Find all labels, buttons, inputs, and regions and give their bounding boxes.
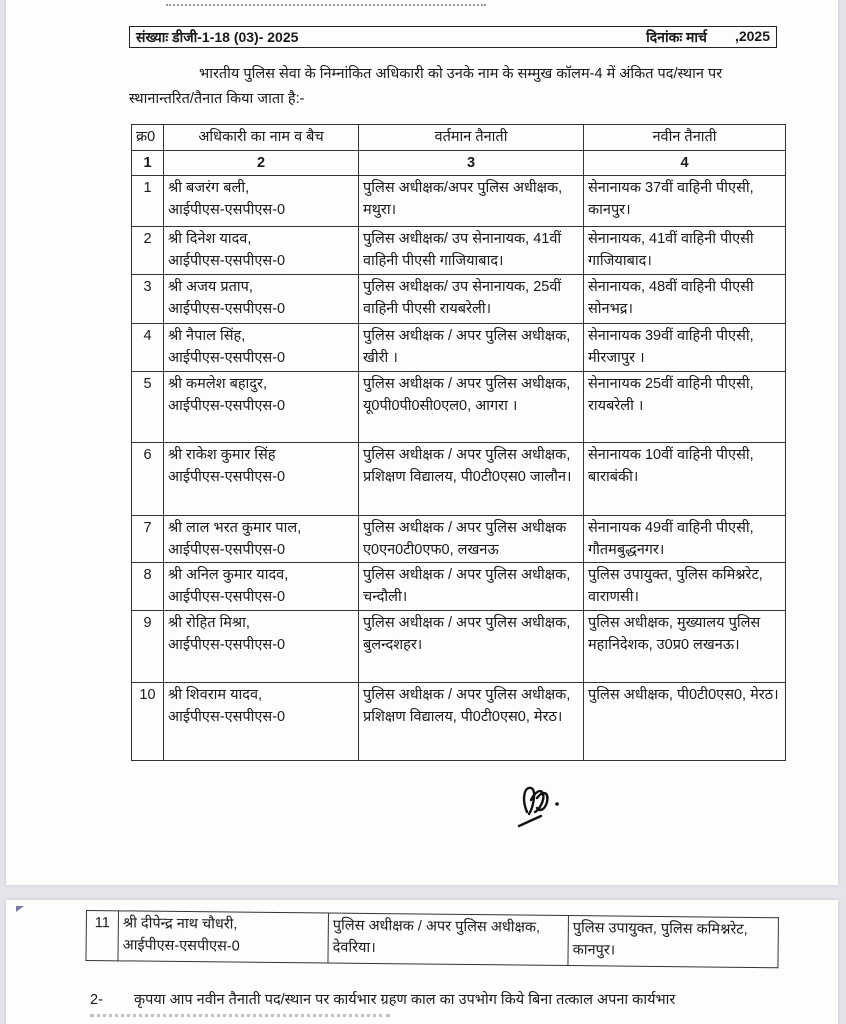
officer-batch: आईपीएस-एसपीएस-0 bbox=[168, 542, 286, 558]
serial-number: 3 bbox=[132, 275, 164, 324]
table-row bbox=[132, 227, 786, 275]
officer-cell bbox=[164, 227, 359, 275]
document-page-1 bbox=[6, 0, 838, 885]
current-posting: पुलिस अधीक्षक / अपर पुलिस अधीक्षक, देवरिया। bbox=[328, 913, 569, 966]
corner-mark bbox=[16, 906, 24, 912]
table-row bbox=[132, 324, 786, 372]
officer-cell bbox=[164, 443, 359, 516]
column-number: 4 bbox=[584, 151, 786, 176]
transfer-table-continued bbox=[85, 910, 778, 968]
officer-cell bbox=[164, 611, 359, 683]
serial-number: 7 bbox=[132, 516, 164, 563]
new-posting: पुलिस उपायुक्त, पुलिस कमिश्नरेट, कानपुर। bbox=[568, 916, 779, 968]
truncated-header-line bbox=[166, 0, 486, 6]
column-number: 1 bbox=[132, 151, 164, 176]
table-row bbox=[132, 516, 786, 563]
paragraph-number: 2- bbox=[90, 992, 103, 1008]
new-posting: सेनानायक 39वीं वाहिनी पीएसी, मीरजापुर । bbox=[584, 324, 786, 372]
table-row bbox=[132, 176, 786, 227]
table-row bbox=[132, 275, 786, 324]
officer-batch: आईपीएस-एसपीएस-0 bbox=[168, 301, 286, 317]
date-field bbox=[646, 28, 770, 47]
current-posting: पुलिस अधीक्षक / अपर पुलिस अधीक्षक, यू0पी0पी0सी0एल0, आगरा । bbox=[359, 372, 584, 443]
officer-batch: आईपीएस-एसपीएस-0 bbox=[168, 350, 286, 366]
table-row bbox=[132, 372, 786, 443]
current-posting: पुलिस अधीक्षक/अपर पुलिस अधीक्षक, मथुरा। bbox=[359, 176, 584, 227]
officer-name: श्री शिवराम यादव, bbox=[168, 687, 263, 703]
officer-batch: आईपीएस-एसपीएस-0 bbox=[168, 202, 286, 218]
new-posting: सेनानायक 25वीं वाहिनी पीएसी, रायबरेली । bbox=[584, 372, 786, 443]
serial-number: 9 bbox=[132, 611, 164, 683]
date-label: दिनांकः मार्च bbox=[646, 28, 707, 45]
reference-box bbox=[129, 26, 777, 48]
officer-name: श्री राकेश कुमार सिंह bbox=[168, 447, 276, 463]
document-page-2 bbox=[6, 900, 838, 1024]
transfer-table bbox=[131, 124, 786, 761]
current-posting: पुलिस अधीक्षक / अपर पुलिस अधीक्षक, प्रशिक्षण विद्यालय, पी0टी0एस0, मेरठ। bbox=[359, 683, 584, 761]
officer-cell bbox=[118, 911, 329, 963]
column-number-row bbox=[132, 151, 786, 176]
header-officer-name: अधिकारी का नाम व बैच bbox=[164, 125, 359, 151]
new-posting: पुलिस अधीक्षक, मुख्यालय पुलिस महानिदेशक, उ0प्र0 लखनऊ। bbox=[584, 611, 786, 683]
table-header-row bbox=[132, 125, 786, 151]
serial-number: 4 bbox=[132, 324, 164, 372]
paragraph-2 bbox=[90, 988, 810, 1012]
current-posting: पुलिस अधीक्षक / अपर पुलिस अधीक्षक, प्रशिक्षण विद्यालय, पी0टी0एस0 जालौन। bbox=[359, 443, 584, 516]
new-posting: सेनानायक 49वीं वाहिनी पीएसी, गौतमबुद्धनगर। bbox=[584, 516, 786, 563]
officer-cell bbox=[164, 563, 359, 611]
officer-name: श्री दिनेश यादव, bbox=[168, 231, 252, 247]
table-row bbox=[132, 683, 786, 761]
signature-icon bbox=[511, 778, 571, 834]
current-posting: पुलिस अधीक्षक/ उप सेनानायक, 41वीं वाहिनी पीएसी गाजियाबाद। bbox=[359, 227, 584, 275]
date-year: ,2025 bbox=[734, 27, 770, 44]
serial-number: 5 bbox=[132, 372, 164, 443]
table-row bbox=[132, 563, 786, 611]
header-serial: क्र0 bbox=[132, 125, 164, 151]
intro-text: भारतीय पुलिस सेवा के निम्नांकित अधिकारी को उनके नाम के सम्मुख कॉलम-4 में अंकित पद/स्थान पर स्थानान्तरित/तैनात किया जाता है:- bbox=[129, 66, 723, 107]
officer-batch: आईपीएस-एसपीएस-0 bbox=[168, 253, 286, 269]
new-posting: सेनानायक 37वीं वाहिनी पीएसी, कानपुर। bbox=[584, 176, 786, 227]
table-row bbox=[86, 911, 778, 968]
truncated-next-line bbox=[90, 1014, 390, 1023]
current-posting: पुलिस अधीक्षक / अपर पुलिस अधीक्षक ए0एन0टी0एफ0, लखनऊ bbox=[359, 516, 584, 563]
officer-batch: आईपीएस-एसपीएस-0 bbox=[168, 469, 286, 485]
officer-cell bbox=[164, 683, 359, 761]
officer-name: श्री बजरंग बली, bbox=[168, 180, 250, 196]
new-posting: पुलिस अधीक्षक, पी0टी0एस0, मेरठ। bbox=[584, 683, 786, 761]
officer-name: श्री नैपाल सिंह, bbox=[168, 328, 246, 344]
new-posting: पुलिस उपायुक्त, पुलिस कमिश्नरेट, वाराणसी। bbox=[584, 563, 786, 611]
officer-name: श्री कमलेश बहादुर, bbox=[168, 376, 267, 392]
header-current-posting: वर्तमान तैनाती bbox=[359, 125, 584, 151]
current-posting: पुलिस अधीक्षक/ उप सेनानायक, 25वीं वाहिनी पीएसी रायबरेली। bbox=[359, 275, 584, 324]
serial-number: 10 bbox=[132, 683, 164, 761]
header-new-posting: नवीन तैनाती bbox=[584, 125, 786, 151]
serial-number: 6 bbox=[132, 443, 164, 516]
officer-batch: आईपीएस-एसपीएस-0 bbox=[168, 709, 286, 725]
new-posting: सेनानायक 10वीं वाहिनी पीएसी, बाराबंकी। bbox=[584, 443, 786, 516]
officer-name: श्री लाल भरत कुमार पाल, bbox=[168, 520, 302, 536]
officer-cell bbox=[164, 516, 359, 563]
officer-cell bbox=[164, 324, 359, 372]
officer-batch: आईपीएस-एसपीएस-0 bbox=[168, 398, 286, 414]
new-posting: सेनानायक, 41वीं वाहिनी पीएसी गाजियाबाद। bbox=[584, 227, 786, 275]
serial-number: 1 bbox=[132, 176, 164, 227]
column-number: 3 bbox=[359, 151, 584, 176]
officer-batch: आईपीएस-एसपीएस-0 bbox=[168, 637, 286, 653]
new-posting: सेनानायक, 48वीं वाहिनी पीएसी सोनभद्र। bbox=[584, 275, 786, 324]
current-posting: पुलिस अधीक्षक / अपर पुलिस अधीक्षक, बुलन्दशहर। bbox=[359, 611, 584, 683]
column-number: 2 bbox=[164, 151, 359, 176]
intro-paragraph bbox=[129, 62, 784, 112]
reference-number: संख्याः डीजी-1-18 (03)- 2025 bbox=[136, 28, 299, 45]
table-row bbox=[132, 611, 786, 683]
officer-name: श्री रोहित मिश्रा, bbox=[168, 615, 250, 631]
paragraph-text: कृपया आप नवीन तैनाती पद/स्थान पर कार्यभार ग्रहण काल का उपभोग किये बिना तत्काल अपना कार्यभार bbox=[134, 992, 676, 1008]
officer-cell bbox=[164, 275, 359, 324]
officer-cell bbox=[164, 176, 359, 227]
officer-cell bbox=[164, 372, 359, 443]
table-row bbox=[132, 443, 786, 516]
officer-batch: आईपीएस-एसपीएस-0 bbox=[122, 937, 240, 955]
current-posting: पुलिस अधीक्षक / अपर पुलिस अधीक्षक, खीरी । bbox=[359, 324, 584, 372]
serial-number: 2 bbox=[132, 227, 164, 275]
officer-name: श्री अजय प्रताप, bbox=[168, 279, 253, 295]
serial-number: 11 bbox=[86, 911, 119, 961]
officer-name: श्री अनिल कुमार यादव, bbox=[168, 567, 289, 583]
officer-name: श्री दीपेन्द्र नाथ चौधरी, bbox=[122, 915, 238, 933]
current-posting: पुलिस अधीक्षक / अपर पुलिस अधीक्षक, चन्दौली। bbox=[359, 563, 584, 611]
serial-number: 8 bbox=[132, 563, 164, 611]
officer-batch: आईपीएस-एसपीएस-0 bbox=[168, 589, 286, 605]
